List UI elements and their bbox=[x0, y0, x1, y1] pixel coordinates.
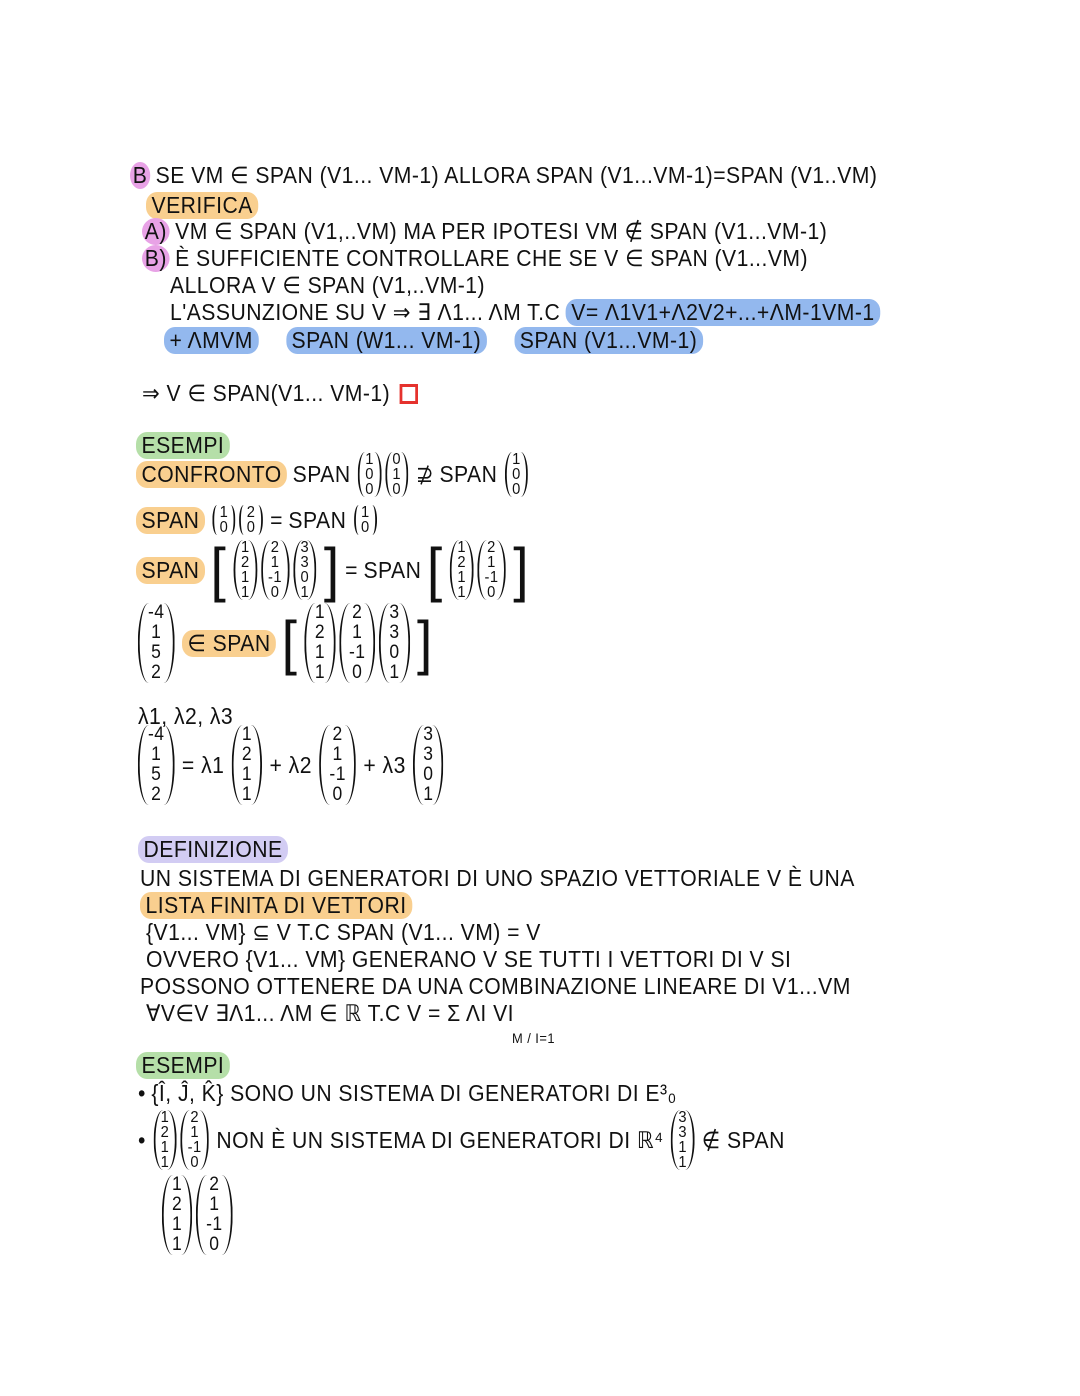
vector-entry: -1 bbox=[268, 569, 283, 586]
vector-entry: 1 bbox=[160, 1139, 170, 1156]
vector-entry: 0 bbox=[392, 481, 402, 498]
column-vector bbox=[505, 452, 528, 497]
vector-entry: -4 bbox=[147, 724, 165, 745]
verifica-line bbox=[146, 192, 258, 219]
vector-entry: -1 bbox=[206, 1214, 223, 1235]
linear-combination-highlight: V= Λ1V1+Λ2V2+...+ΛM-1VM-1 bbox=[566, 299, 880, 326]
vector-entry: 2 bbox=[151, 784, 162, 805]
vector-entry: 5 bbox=[151, 764, 162, 785]
column-vector bbox=[413, 725, 443, 805]
vector-group bbox=[448, 540, 507, 600]
finite-list-highlight: LISTA FINITA DI VETTORI bbox=[140, 892, 412, 919]
assumption-text: L'ASSUNZIONE SU V ⇒ ∃ Λ1... ΛM T.C bbox=[170, 299, 561, 325]
vector-entry: 1 bbox=[151, 744, 162, 765]
left-bracket: [ bbox=[210, 536, 227, 603]
vector-group bbox=[303, 603, 412, 683]
column-vector bbox=[379, 603, 409, 683]
bullet: • bbox=[138, 1080, 146, 1106]
vector-entry: 1 bbox=[171, 1234, 183, 1255]
column-vector bbox=[180, 1110, 209, 1170]
conclusion-text: ⇒ V ∈ SPAN(V1... VM-1) bbox=[142, 380, 391, 406]
vector-entry: 2 bbox=[151, 662, 162, 683]
part-b-line4 bbox=[164, 327, 703, 354]
vector-entry: 1 bbox=[423, 784, 434, 805]
example2-item3 bbox=[160, 1175, 235, 1255]
examples2-heading: ESEMPI bbox=[136, 1052, 230, 1079]
vector-entry: 0 bbox=[300, 569, 310, 586]
column-vector bbox=[358, 452, 381, 497]
linear-combination-equation bbox=[136, 725, 445, 805]
vector-entry: 1 bbox=[270, 554, 280, 571]
vector-entry: 1 bbox=[171, 1214, 183, 1235]
definition-line1: UN SISTEMA DI GENERATORI DI UNO SPAZIO VETTORIALE V È UNA bbox=[140, 865, 855, 891]
confronto-label: CONFRONTO bbox=[136, 461, 287, 488]
definition-heading-line bbox=[138, 836, 288, 863]
part-a-text: VM ∈ SPAN (V1,..VM) MA PER IPOTESI VM ∉ SPAN (V1...VM-1) bbox=[175, 218, 828, 244]
in-span-label: ∈ SPAN bbox=[182, 630, 276, 657]
vector-entry: 0 bbox=[361, 519, 370, 536]
vector-entry: 0 bbox=[190, 1154, 199, 1171]
example2-item1 bbox=[138, 1080, 677, 1107]
vector-entry: 3 bbox=[300, 554, 310, 571]
part-a-marker: A) bbox=[142, 218, 170, 245]
column-vector bbox=[232, 725, 262, 805]
vector-entry: 1 bbox=[240, 584, 250, 601]
vector-entry: -1 bbox=[187, 1139, 202, 1156]
item1-text: {Î, Ĵ, K̂} SONO UN SISTEMA DI GENERATORI DI E³₀ bbox=[151, 1080, 677, 1106]
vector-entry: 1 bbox=[314, 662, 326, 683]
vector-entry: 2 bbox=[240, 554, 250, 571]
column-vector bbox=[239, 505, 262, 535]
part-b-line3 bbox=[170, 299, 880, 326]
examples-heading: ESEMPI bbox=[136, 432, 230, 459]
vector-group bbox=[317, 725, 357, 805]
column-vector bbox=[671, 1110, 694, 1170]
column-vector bbox=[162, 1175, 192, 1255]
vector-entry: 2 bbox=[457, 554, 467, 571]
vector-group bbox=[232, 540, 319, 600]
conclusion-line bbox=[142, 380, 418, 407]
vector-entry: 3 bbox=[678, 1124, 688, 1141]
vector-entry: -1 bbox=[484, 569, 499, 586]
column-vector bbox=[385, 452, 408, 497]
column-vector bbox=[354, 505, 377, 535]
sum-limits: M / I=1 bbox=[512, 1030, 555, 1046]
vector-entry: 0 bbox=[389, 642, 400, 663]
example-confronto bbox=[136, 452, 530, 497]
vector-entry: 1 bbox=[160, 1109, 170, 1126]
qed-square-icon bbox=[399, 384, 417, 404]
vector-entry: 0 bbox=[423, 764, 434, 785]
not-superset-symbol: ⊉ bbox=[415, 461, 434, 487]
vector-group bbox=[411, 725, 445, 805]
bullet: • bbox=[138, 1126, 146, 1153]
vector-entry: 5 bbox=[151, 642, 162, 663]
example2-item2 bbox=[138, 1110, 785, 1170]
vector-entry: 1 bbox=[352, 622, 363, 643]
vector-entry: 1 bbox=[512, 451, 521, 468]
column-vector bbox=[138, 725, 175, 805]
vector-entry: 0 bbox=[392, 451, 402, 468]
vector-entry: 1 bbox=[389, 662, 400, 683]
column-vector bbox=[196, 1175, 233, 1255]
vector-entry: 1 bbox=[219, 504, 229, 521]
span-word: SPAN bbox=[136, 507, 205, 534]
part-b-line bbox=[142, 245, 808, 272]
vector-entry: -1 bbox=[329, 764, 346, 785]
lambda3-term: + λ3 bbox=[363, 751, 406, 778]
definition-line6: ∀V∈V ∃Λ1... ΛM ∈ ℝ T.C V = Σ ΛI VI bbox=[146, 1000, 515, 1026]
vector-entry: 1 bbox=[314, 602, 326, 623]
vector-group bbox=[503, 452, 530, 497]
part-b-line2: ALLORA V ∈ SPAN (V1,..VM-1) bbox=[170, 272, 486, 298]
vector-group bbox=[669, 1110, 696, 1170]
left-bracket: [ bbox=[426, 536, 443, 603]
vector-entry: 0 bbox=[219, 519, 229, 536]
left-bracket: [ bbox=[281, 609, 298, 676]
lemma-marker: B bbox=[130, 162, 150, 189]
definition-line5: POSSONO OTTENERE DA UNA COMBINAZIONE LINEARE DI V1...VM bbox=[140, 973, 851, 999]
vector-entry: 1 bbox=[457, 569, 467, 586]
vector-entry: 3 bbox=[300, 539, 310, 556]
span-word: SPAN bbox=[136, 557, 205, 584]
vector-entry: 0 bbox=[487, 584, 496, 601]
column-vector bbox=[450, 540, 473, 600]
vector-entry: 0 bbox=[365, 481, 374, 498]
span-w-highlight: SPAN (W1... VM-1) bbox=[286, 327, 487, 354]
column-vector bbox=[138, 603, 175, 683]
vector-entry: 1 bbox=[241, 764, 253, 785]
lemma-statement-line bbox=[130, 162, 877, 189]
vector-entry: 2 bbox=[270, 539, 280, 556]
definition-heading: DEFINIZIONE bbox=[138, 836, 288, 863]
column-vector bbox=[212, 505, 235, 535]
vector-entry: 2 bbox=[209, 1174, 220, 1195]
vector-entry: 1 bbox=[171, 1174, 183, 1195]
vector-entry: 1 bbox=[678, 1139, 688, 1156]
vector-entry: 0 bbox=[352, 662, 363, 683]
vector-entry: 1 bbox=[678, 1154, 688, 1171]
item2-tail: ∉ SPAN bbox=[701, 1126, 785, 1153]
vector-entry: 0 bbox=[512, 466, 521, 483]
vector-entry: 1 bbox=[241, 724, 253, 745]
vector-entry: 1 bbox=[457, 584, 467, 601]
definition-line3: {V1... VM} ⊆ V T.C SPAN (V1... VM) = V bbox=[146, 919, 541, 945]
right-bracket: ] bbox=[417, 609, 433, 676]
vector-entry: 1 bbox=[190, 1124, 199, 1141]
vector-entry: 1 bbox=[457, 539, 467, 556]
lambda-m-highlight: + ΛMVM bbox=[164, 327, 258, 354]
vector-entry: 2 bbox=[246, 504, 256, 521]
vector-entry: 3 bbox=[678, 1109, 688, 1126]
vector-entry: 2 bbox=[171, 1194, 183, 1215]
part-b-marker: B) bbox=[142, 245, 170, 272]
column-vector bbox=[153, 1110, 176, 1170]
definition-line4: OVVERO {V1... VM} GENERANO V SE TUTTI I VETTORI DI V SI bbox=[146, 946, 792, 972]
vector-group bbox=[136, 725, 176, 805]
column-vector bbox=[339, 603, 376, 683]
vector-entry: -4 bbox=[147, 602, 165, 623]
vector-entry: 1 bbox=[240, 569, 250, 586]
vector-group bbox=[352, 505, 379, 535]
vector-entry: 1 bbox=[487, 554, 496, 571]
vector-entry: 1 bbox=[332, 744, 343, 765]
vector-entry: 1 bbox=[209, 1194, 220, 1215]
column-vector bbox=[293, 540, 316, 600]
vector-entry: 2 bbox=[314, 622, 326, 643]
right-bracket: ] bbox=[323, 536, 340, 603]
vector-group bbox=[151, 1110, 210, 1170]
vector-entry: 1 bbox=[361, 504, 370, 521]
vector-entry: 2 bbox=[190, 1109, 199, 1126]
lambdas-line: λ1, λ2, λ3 bbox=[138, 703, 234, 729]
vector-entry: 1 bbox=[160, 1154, 170, 1171]
part-b-text: È SUFFICIENTE CONTROLLARE CHE SE V ∈ SPAN (V1...VM) bbox=[175, 245, 809, 271]
span-v-highlight: SPAN (V1...VM-1) bbox=[514, 327, 702, 354]
example-span-4d bbox=[136, 536, 530, 603]
verifica-heading: VERIFICA bbox=[146, 192, 258, 219]
vector-entry: 3 bbox=[389, 622, 400, 643]
vector-entry: 2 bbox=[487, 539, 496, 556]
item2-text: NON È UN SISTEMA DI GENERATORI DI ℝ⁴ bbox=[216, 1126, 664, 1153]
equals-sign: = bbox=[345, 556, 358, 583]
vector-entry: 0 bbox=[365, 466, 374, 483]
span-word: SPAN bbox=[439, 461, 498, 487]
column-vector bbox=[305, 603, 335, 683]
vector-entry: 1 bbox=[300, 584, 310, 601]
vector-entry: 0 bbox=[332, 784, 343, 805]
vector-group bbox=[356, 452, 410, 497]
span-word: SPAN bbox=[292, 461, 351, 487]
span-word: SPAN bbox=[288, 506, 347, 533]
vector-entry: 2 bbox=[241, 744, 253, 765]
vector-entry: 0 bbox=[270, 584, 280, 601]
vector-entry: 2 bbox=[160, 1124, 170, 1141]
vector-group bbox=[160, 1175, 235, 1255]
vector-entry: 1 bbox=[365, 451, 374, 468]
vector-entry: 2 bbox=[332, 724, 343, 745]
lemma-statement: SE VM ∈ SPAN (V1... VM-1) ALLORA SPAN (V1...VM-1)=SPAN (V1..VM) bbox=[155, 162, 878, 188]
vector-entry: 3 bbox=[423, 744, 434, 765]
column-vector bbox=[477, 540, 506, 600]
part-a-line bbox=[142, 218, 827, 245]
examples2-heading-line bbox=[136, 1052, 230, 1079]
vector-entry: 1 bbox=[151, 622, 162, 643]
vector-entry: 0 bbox=[246, 519, 256, 536]
vector-entry: 0 bbox=[209, 1234, 220, 1255]
vector-entry: 1 bbox=[314, 642, 326, 663]
vector-entry: 1 bbox=[392, 466, 402, 483]
lambda2-term: + λ2 bbox=[269, 751, 312, 778]
lambda1-term: = λ1 bbox=[181, 751, 225, 778]
vector-entry: 1 bbox=[241, 784, 253, 805]
vector-entry: 1 bbox=[240, 539, 250, 556]
column-vector bbox=[319, 725, 356, 805]
vector-entry: 3 bbox=[423, 724, 434, 745]
column-vector bbox=[261, 540, 290, 600]
equals-sign: = bbox=[270, 506, 283, 533]
vector-entry: 3 bbox=[389, 602, 400, 623]
vector-group bbox=[230, 725, 264, 805]
example-span-2d bbox=[136, 505, 379, 535]
vector-group bbox=[210, 505, 264, 535]
vector-group bbox=[136, 603, 176, 683]
right-bracket: ] bbox=[513, 536, 530, 603]
span-word: SPAN bbox=[363, 556, 422, 583]
vector-entry: 2 bbox=[352, 602, 363, 623]
example-membership bbox=[136, 603, 433, 683]
vector-entry: 0 bbox=[512, 481, 521, 498]
vector-entry: -1 bbox=[348, 642, 366, 663]
column-vector bbox=[234, 540, 257, 600]
definition-line2 bbox=[140, 892, 412, 919]
